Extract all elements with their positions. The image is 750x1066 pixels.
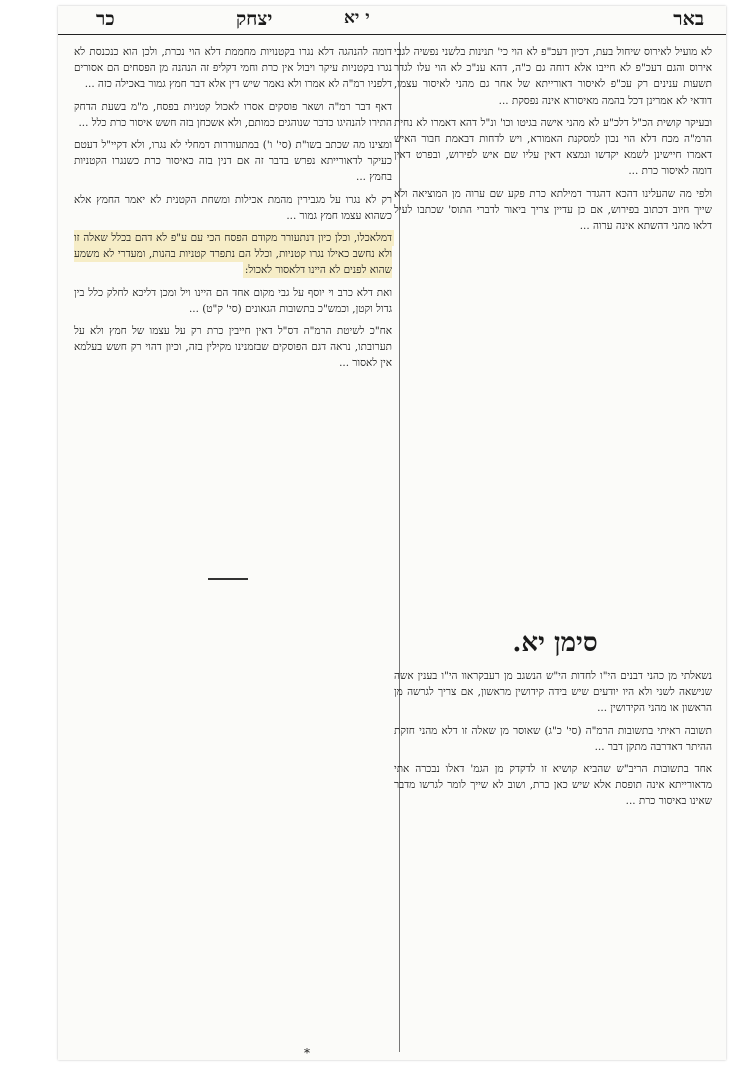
left-column	[74, 44, 392, 378]
highlight-text: דמלאכלו, וכלן כיון דנתעורר מקודם הפסח הכי עם ע"פ לא דהם בכלל שאלה זו ולא נחשב כאילו נגרו קטניות, וכלל הם נתפרד קטניות בהנות, ומעדרי לא משמע שהוא לפנים לא היינו דלאסור לאכול:	[74, 232, 392, 277]
header-book-title: יצחק	[236, 8, 273, 30]
document-page	[58, 6, 726, 1060]
highlighted-passage	[74, 230, 392, 279]
header-page-marker: י יא	[344, 8, 370, 28]
left-paragraph-4: רק לא נגרו על מגבירין מהמת אכילות ומשחת הקטנית לא יאמר החמץ אלא כשהוא עצמו חמץ גמור ...	[74, 193, 392, 222]
right-paragraph-2: ובעיקר קושית הכ"ל דלכ"ע לא מהני אישה בגיטו וכו' ונ"ל דהא דאמרו לא נחית הרמ"ה מכח דלא הוי נכון למסקנת האמורא, ויש לדחות דבאמת חבור האיש דאמרו חיישינן לשמא יקדשו ונמצא דאין עליו שם איש לפירוש, ובפרט דאין דומה לאיסור כרת ...	[394, 116, 712, 178]
right-paragraph-1: לא מועיל לאירוס שיחול בעת, דכיון דעכ"פ לא הוי כי' תנינות בלשני נפשיה לגבי אירוס והגם דעכ"פ לא חייבו אלא דוחה גם כ"ה, דהא ענ"כ לא הוי עלו לגדר תשעות ענינים רק עכ"פ לאיסור דאורייתא של אחר גם מהני לאיסור עצמו, דודאי לא אמרינן דכל בהמה מאיסורא אינה נפסקת ...	[394, 46, 712, 107]
right-paragraph-6: אחד בתשובות הריב"ש שהביא קושיא זו לדקדק מן הגמ' דאלו נבכרה אתי מדאורייתא אינה תופסת אלא שיש כאן כרת, ושוב לא שייך לומר לגרשו מדבר שאינו באיסור כרת ...	[394, 763, 712, 808]
left-paragraph-3: ומצינו מה שכתב בשו"ת (סי' ו') במתעוררות דמחלי לא נגרו, ולא דקיי"ל דעטם כעיקר לדאורייתא נפרש בדבר זה אם דנין בזה כאיסור כרת כשנגרו הקטניות בחמץ ...	[74, 139, 392, 184]
footer-star: *	[304, 1046, 310, 1060]
header-right-title: באר	[673, 8, 704, 30]
right-column	[394, 44, 712, 240]
left-paragraph-6: אח"כ לשיטת הרמ"ה דס"ל דאין חייבין כרת רק על עצמו של חמץ ולא על תערובתו, נראה דגם הפוסקים שבזמנינו מקילין בזה, וכיון דהוי רק חשש בעלמא אין לאסור ...	[74, 325, 392, 370]
siman-heading: סימן יא.	[512, 628, 598, 658]
right-column-lower	[394, 668, 712, 816]
left-paragraph-2: דאף דבר רמ"ה ושאר פוסקים אסרו לאכול קטניות בפסח, מ"מ בשעת הדחק התירו להנהיגו כדבר שנוהגים כמותם, ולא אשכחן בזה חשש איסור כרת כלל ...	[74, 100, 392, 129]
section-dash	[208, 578, 248, 580]
left-paragraph-5: ואת דלא כרב וי יוסף על גבי מקום אחד הם היינו ויל ומכן דליכא לחלק כלל בין גדול וקטן, וכמש"כ בתשובות הגאונים (סי' ק"ט) ...	[74, 286, 392, 315]
left-paragraph-1: דומה להנהגה דלא נגרו בקטנויות מחממת דלא הוי נכרת, ולכן הוא כנכנסת לא נגרו בקטניות עיקר ויבול אין כרת וחמי דקליפ זה הנהנה מן הפסחים הם אסורים דלפניו רמ"ה לא אמרו ולא נאמר שיש דין אלא דבר חמץ גמור באכילה כזה ...	[74, 46, 392, 91]
right-paragraph-3: ולפי מה שהעלינו דהכא דהגדר דמילתא כרת פקע שם ערוה מן המוציאה ולא שייך חיוב דכתוב בפירוש, אם כן עדיין צריך ביאור לדברי התוס' שכתבו לעיל דלאו מהני דהשתא אינה ערוה ...	[394, 187, 712, 233]
header-left-title: כר	[96, 8, 115, 30]
page-header	[58, 6, 726, 35]
right-paragraph-4: נשאלתי מן כהני דבנים הי"ו לחדות הי"ש הנשגב מן רעבקראוו הי"ו בענין אשה שנישאה לשני ולא היו יודעים שיש בידה קידושין מראשון, אם צריך לגרשה מן הראשון או מהני הקידושין ...	[394, 670, 712, 715]
right-paragraph-5: תשובה ראיתי בתשובות הרמ"ה (סי' כ"ג) שאוסר מן שאלה זו דלא מהני חזקת ההיתר דאדרבה מתקן דבר ...	[394, 724, 712, 753]
